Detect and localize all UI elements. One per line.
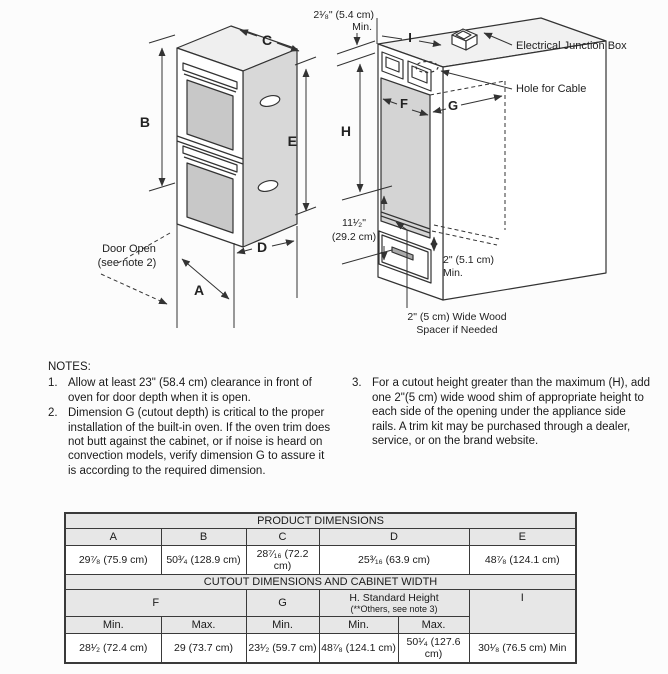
dim-b-tick-top [149,35,175,43]
cutout-dimensions-header-row [65,575,576,590]
note-2-text: Dimension G (cutout depth) is critical to the proper installation of the built-in oven. If the oven trim does not butt against the cabinet, or if noise is heard on convection models, verify dimension G to assure it is according to the required dimension. [68,407,331,477]
bottom-gap-label-line1: 2" (5.1 cm) [443,254,494,266]
dim-g-label: G [447,98,459,113]
value-h-min: 48⁷⁄₈ (124.1 cm) [319,634,398,664]
col-header-c: C [246,529,319,546]
col-header-e: E [469,529,576,546]
note-3-text: For a cutout height greater than the maximum (H), add one 2"(5 cm) wide wood shim of appropriate height to each side of the opening under the appliance side rails. A trim kit may be purchased through a dealer, service, or on the brand website. [372,377,651,448]
value-f-min: 28¹⁄₂ (72.4 cm) [65,634,161,664]
value-f-max: 29 (73.7 cm) [161,634,246,664]
dim-d-label: D [256,239,268,255]
group-header-h-line1: H. Standard Height [349,592,439,604]
notes-column-left [48,376,334,479]
product-columns-row [65,529,576,546]
h-max-header: Max. [398,617,469,634]
spacer-label-line2: Spacer if Needed [416,324,498,336]
group-header-h [319,590,469,617]
dimensions-table [64,512,577,664]
dim-d-arrow-right [272,241,294,246]
value-c: 28⁷⁄₁₆ (72.2 cm) [246,546,319,575]
f-max-header: Max. [161,617,246,634]
h-min-header: Min. [319,617,398,634]
dim-e-tick-top [295,57,316,65]
dim-i-label: I [408,30,412,45]
value-g-min: 23¹⁄₂ (59.7 cm) [246,634,319,664]
col-header-d: D [319,529,469,546]
group-header-f: F [65,590,246,617]
top-clearance-tick2 [337,53,375,66]
spacer-label-line1: 2" (5 cm) Wide Wood [407,311,507,323]
lower-height-label-line1: 11¹⁄₂" [342,217,366,229]
value-h-max: 50¹⁄₄ (127.6 cm) [398,634,469,664]
cutout-dimensions-header: CUTOUT DIMENSIONS AND CABINET WIDTH [65,575,576,590]
note-item-1 [48,376,334,405]
dim-c-label: C [261,32,273,48]
product-dimensions-header: PRODUCT DIMENSIONS [65,513,576,529]
cutout-values-row [65,634,576,664]
note-1-text: Allow at least 23" (58.4 cm) clearance in front of oven for door depth when it is open. [68,377,312,404]
cutout-group-row [65,590,576,617]
door-open-label-line1: Door Open [102,243,156,255]
note-2-number: 2. [48,407,58,420]
dim-h-label: H [340,123,351,139]
dim-b-label: B [139,114,150,130]
f-min-header: Min. [65,617,161,634]
door-open-dashed-edge2 [101,274,167,304]
note-item-3 [352,376,652,448]
top-clearance-tick1 [337,41,375,54]
group-header-i: I [469,590,576,634]
g-min-header: Min. [246,617,319,634]
value-i: 30¹⁄₈ (76.5 cm) Min [469,634,576,664]
group-header-g: G [246,590,319,617]
col-header-a: A [65,529,161,546]
dim-f-label: F [400,96,408,111]
product-values-row [65,546,576,575]
oven-isometric-view [177,26,297,247]
notes-heading: NOTES: [48,361,91,373]
top-clearance-label-line2: Min. [352,21,372,33]
value-a: 29⁷⁄₈ (75.9 cm) [65,546,161,575]
dim-i-line-left [382,36,402,39]
value-e: 48⁷⁄₈ (124.1 cm) [469,546,576,575]
dim-e-label: E [287,133,297,149]
dim-d-arrow-left [237,249,252,253]
bottom-gap-label-line2: Min. [443,267,463,279]
group-header-h-line2: (**Others, see note 3) [350,604,438,614]
col-header-b: B [161,529,246,546]
lower-height-label-line2: (29.2 cm) [331,231,377,243]
value-d: 25³⁄₁₆ (63.9 cm) [319,546,469,575]
junction-box-label: Electrical Junction Box [516,40,627,52]
top-clearance-label-line1: 2¹⁄₈" (5.4 cm) [313,9,374,21]
notes-column-right [352,376,652,479]
note-1-number: 1. [48,377,58,390]
door-open-label-line2: (see note 2) [97,257,157,269]
value-b: 50³⁄₄ (128.9 cm) [161,546,246,575]
hole-for-cable-label: Hole for Cable [516,83,587,95]
note-3-number: 3. [352,377,362,390]
note-item-2 [48,406,334,478]
notes-section [48,360,654,479]
dim-a-arrow [182,259,229,299]
product-dimensions-header-row [65,513,576,529]
dim-a-label: A [193,282,205,298]
